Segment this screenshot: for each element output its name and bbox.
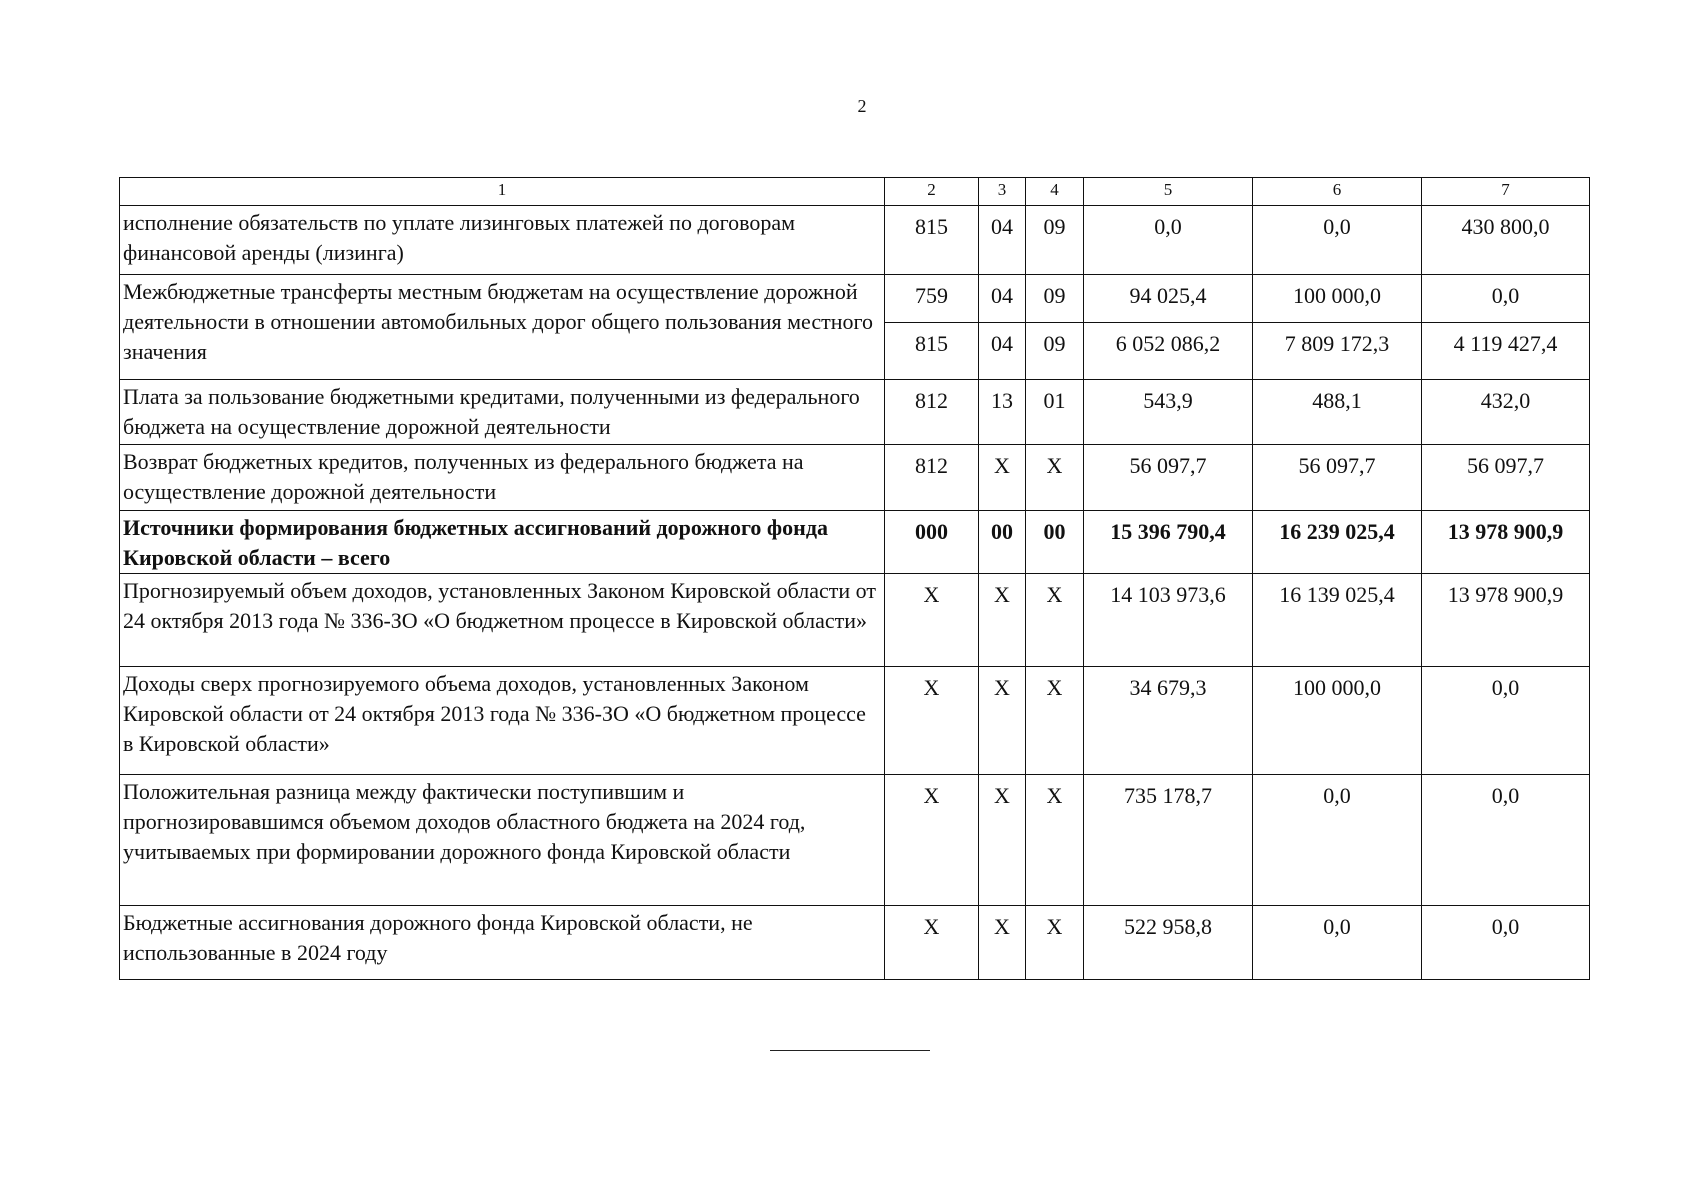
table-body [120,178,1590,980]
footer-divider [770,1050,930,1051]
cell-col2: 815 [885,206,979,275]
header-cell: 5 [1084,178,1253,206]
cell-col2: 815 [885,323,979,380]
cell-col6: 7 809 172,3 [1253,323,1422,380]
table-row [120,775,1590,906]
cell-col5: 6 052 086,2 [1084,323,1253,380]
row-description: Положительная разница между фактически поступившим и прогнозировавшимся объемом доходов областного бюджета на 2024 год, учитываемых при формировании дорожного фонда Кировской области [120,775,885,906]
cell-col7: 430 800,0 [1422,206,1590,275]
cell-col6: 0,0 [1253,206,1422,275]
table-row [120,206,1590,275]
table-row [120,275,1590,323]
cell-col2: X [885,574,979,667]
row-description: Источники формирования бюджетных ассигнований дорожного фонда Кировской области – всего [120,511,885,574]
table-row [120,574,1590,667]
cell-col5: 522 958,8 [1084,906,1253,980]
header-cell: 7 [1422,178,1590,206]
row-description: исполнение обязательств по уплате лизинговых платежей по договорам финансовой аренды (лизинга) [120,206,885,275]
row-description: Бюджетные ассигнования дорожного фонда Кировской области, не использованные в 2024 году [120,906,885,980]
cell-col5: 56 097,7 [1084,445,1253,511]
cell-col5: 0,0 [1084,206,1253,275]
cell-col7: 0,0 [1422,667,1590,775]
row-description: Доходы сверх прогнозируемого объема доходов, установленных Законом Кировской области от 24 октября 2013 года № 336-ЗО «О бюджетном процессе в Кировской области» [120,667,885,775]
row-description: Прогнозируемый объем доходов, установленных Законом Кировской области от 24 октября 2013 года № 336-ЗО «О бюджетном процессе в Кировской области» [120,574,885,667]
cell-col4: 01 [1026,380,1084,445]
budget-table [119,177,1590,980]
cell-col4: X [1026,574,1084,667]
table-header-row [120,178,1590,206]
cell-col3: 04 [979,206,1026,275]
cell-col6: 16 139 025,4 [1253,574,1422,667]
cell-col3: X [979,775,1026,906]
table-row-total [120,511,1590,574]
cell-col5: 543,9 [1084,380,1253,445]
cell-col3: 13 [979,380,1026,445]
cell-col5: 94 025,4 [1084,275,1253,323]
cell-col2: X [885,775,979,906]
header-cell: 6 [1253,178,1422,206]
table-row [120,667,1590,775]
table-row [120,906,1590,980]
cell-col6: 56 097,7 [1253,445,1422,511]
cell-col5: 15 396 790,4 [1084,511,1253,574]
header-cell: 3 [979,178,1026,206]
row-description: Возврат бюджетных кредитов, полученных из федерального бюджета на осуществление дорожной деятельности [120,445,885,511]
cell-col7: 0,0 [1422,775,1590,906]
cell-col3: 04 [979,275,1026,323]
cell-col6: 100 000,0 [1253,275,1422,323]
cell-col4: 09 [1026,275,1084,323]
cell-col2: 812 [885,380,979,445]
cell-col3: X [979,667,1026,775]
cell-col7: 56 097,7 [1422,445,1590,511]
header-cell: 1 [120,178,885,206]
cell-col2: 759 [885,275,979,323]
cell-col6: 488,1 [1253,380,1422,445]
table-row [120,445,1590,511]
cell-col3: X [979,574,1026,667]
cell-col4: X [1026,445,1084,511]
cell-col7: 0,0 [1422,275,1590,323]
cell-col3: 00 [979,511,1026,574]
cell-col2: 000 [885,511,979,574]
cell-col6: 16 239 025,4 [1253,511,1422,574]
table-row [120,380,1590,445]
cell-col7: 13 978 900,9 [1422,511,1590,574]
cell-col6: 100 000,0 [1253,667,1422,775]
cell-col6: 0,0 [1253,775,1422,906]
row-description: Межбюджетные трансферты местным бюджетам на осуществление дорожной деятельности в отношении автомобильных дорог общего пользования местного значения [120,275,885,380]
cell-col5: 34 679,3 [1084,667,1253,775]
cell-col3: X [979,906,1026,980]
cell-col5: 14 103 973,6 [1084,574,1253,667]
cell-col4: X [1026,775,1084,906]
cell-col4: 09 [1026,206,1084,275]
cell-col7: 4 119 427,4 [1422,323,1590,380]
cell-col7: 0,0 [1422,906,1590,980]
header-cell: 2 [885,178,979,206]
cell-col7: 432,0 [1422,380,1590,445]
header-cell: 4 [1026,178,1084,206]
cell-col4: X [1026,906,1084,980]
cell-col4: X [1026,667,1084,775]
cell-col5: 735 178,7 [1084,775,1253,906]
cell-col3: X [979,445,1026,511]
cell-col7: 13 978 900,9 [1422,574,1590,667]
cell-col2: X [885,906,979,980]
page-number: 2 [857,96,867,116]
cell-col2: X [885,667,979,775]
cell-col4: 09 [1026,323,1084,380]
cell-col3: 04 [979,323,1026,380]
cell-col2: 812 [885,445,979,511]
cell-col6: 0,0 [1253,906,1422,980]
row-description: Плата за пользование бюджетными кредитами, полученными из федерального бюджета на осуществление дорожной деятельности [120,380,885,445]
cell-col4: 00 [1026,511,1084,574]
